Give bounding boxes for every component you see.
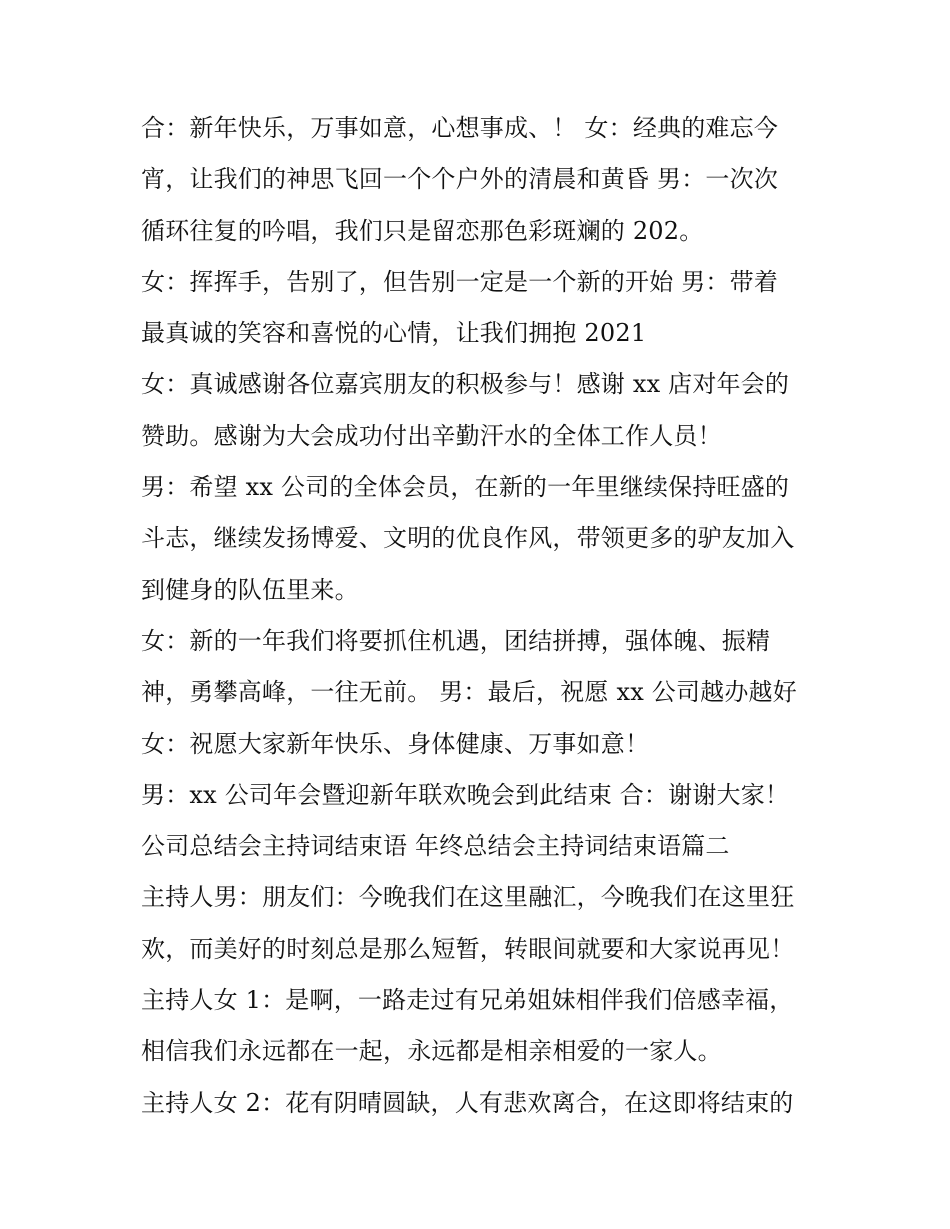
text-line: 合：新年快乐，万事如意，心想事成、！ 女：经典的难忘今 xyxy=(141,114,779,142)
text-line: 最真诚的笑容和喜悦的心情，让我们拥抱 2021 xyxy=(141,319,647,348)
text-line: 宵，让我们的神思飞回一个个户外的清晨和黄昏 男：一次次 xyxy=(141,165,779,194)
text-line: 女：真诚感谢各位嘉宾朋友的积极参与！感谢 xx 店对年会的 xyxy=(141,370,790,399)
section-heading: 公司总结会主持词结束语 年终总结会主持词结束语篇二 xyxy=(141,832,730,861)
text-line: 男：xx 公司年会暨迎新年联欢晚会到此结束 合：谢谢大家！ xyxy=(141,780,790,809)
text-line: 主持人女 2：花有阴晴圆缺，人有悲欢离合，在这即将结束的 xyxy=(141,1088,794,1117)
text-line: 到健身的队伍里来。 xyxy=(141,575,359,604)
text-line: 女：新的一年我们将要抓住机遇，团结拼搏，强体魄、振精 xyxy=(141,626,771,655)
text-line: 斗志，继续发扬博爱、文明的优良作风，带领更多的驴友加入 xyxy=(141,524,795,553)
text-line: 赞助。感谢为大会成功付出辛勤汗水的全体工作人员！ xyxy=(141,421,722,450)
text-line: 男：希望 xx 公司的全体会员，在新的一年里继续保持旺盛的 xyxy=(141,473,790,502)
text-line: 循环往复的吟唱，我们只是留恋那色彩斑斓的 202。 xyxy=(141,216,704,245)
text-line: 神，勇攀高峰，一往无前。 男：最后，祝愿 xx 公司越办越好 xyxy=(141,678,797,707)
text-line: 欢，而美好的时刻总是那么短暂，转眼间就要和大家说再见！ xyxy=(141,934,795,963)
text-line: 主持人男：朋友们：今晚我们在这里融汇，今晚我们在这里狂 xyxy=(141,883,795,912)
document-body xyxy=(141,103,821,1129)
text-line: 相信我们永远都在一起，永远都是相亲相爱的一家人。 xyxy=(141,1037,722,1066)
text-line: 女：挥挥手，告别了，但告别一定是一个新的开始 男：带着 xyxy=(141,267,779,296)
text-line: 女：祝愿大家新年快乐、身体健康、万事如意！ xyxy=(141,729,650,758)
text-line: 主持人女 1：是啊，一路走过有兄弟姐妹相伴我们倍感幸福， xyxy=(141,986,794,1015)
